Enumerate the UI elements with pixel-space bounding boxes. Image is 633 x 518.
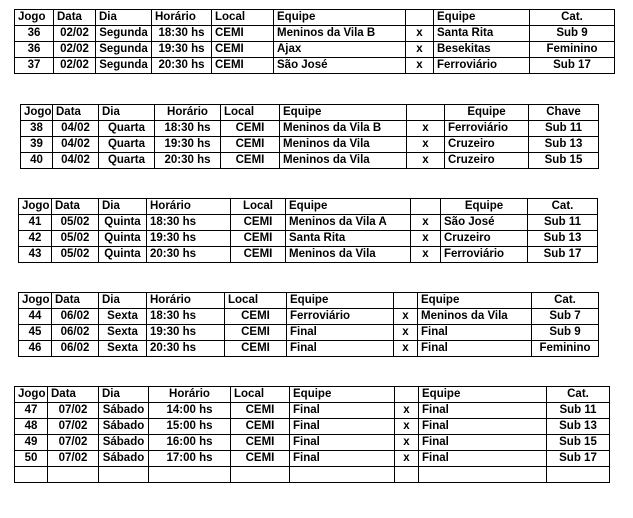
cell-equipe-home: Ferroviário [287, 309, 394, 325]
header-local: Local [231, 387, 290, 403]
table-row [19, 231, 598, 247]
cell-versus: x [395, 419, 419, 435]
header-equipe-away: Equipe [434, 10, 530, 26]
cell-horario: 16:00 hs [149, 435, 231, 451]
cell-categoria: Sub 13 [528, 231, 598, 247]
cell-equipe-home: Santa Rita [286, 231, 411, 247]
cell-jogo: 46 [19, 341, 52, 357]
cell-data: 07/02 [48, 403, 99, 419]
cell-jogo: 39 [21, 137, 53, 153]
cell-versus: x [411, 215, 441, 231]
table-header-row [15, 387, 610, 403]
cell-chave: Sub 13 [529, 137, 599, 153]
cell-horario: 15:00 hs [149, 419, 231, 435]
cell-chave: Sub 15 [529, 153, 599, 169]
cell-jogo: 36 [15, 26, 54, 42]
cell-dia: Segunda [96, 58, 152, 74]
cell-local: CEMI [231, 231, 286, 247]
cell-local: CEMI [231, 403, 290, 419]
header-local: Local [231, 199, 286, 215]
cell-versus: x [407, 121, 445, 137]
cell-versus: x [411, 247, 441, 263]
cell-equipe-away: Final [419, 435, 547, 451]
cell-equipe-away: Ferroviário [445, 121, 529, 137]
cell-dia: Segunda [96, 42, 152, 58]
cell-data: 02/02 [54, 42, 96, 58]
cell-equipe-home: Final [290, 451, 395, 467]
table-row [15, 435, 610, 451]
header-jogo: Jogo [21, 105, 53, 121]
header-equipe-home: Equipe [290, 387, 395, 403]
cell-dia: Quinta [99, 231, 147, 247]
cell-equipe-home: São José [274, 58, 406, 74]
cell-data: 06/02 [52, 341, 99, 357]
cell-horario: 20:30 hs [155, 153, 221, 169]
cell-jogo: 36 [15, 42, 54, 58]
table-row [15, 451, 610, 467]
schedule-table-4 [18, 292, 599, 357]
cell-local: CEMI [212, 26, 274, 42]
cell-data: 05/02 [52, 247, 99, 263]
table-row [15, 403, 610, 419]
cell-categoria: Sub 17 [528, 247, 598, 263]
cell-horario: 19:30 hs [147, 231, 231, 247]
cell-equipe-home: Final [290, 419, 395, 435]
header-jogo: Jogo [15, 10, 54, 26]
cell-equipe-away: Meninos da Vila [418, 309, 532, 325]
cell-categoria: Sub 17 [547, 451, 610, 467]
header-horario: Horário [147, 199, 231, 215]
header-equipe-home: Equipe [280, 105, 407, 121]
header-categoria: Cat. [530, 10, 615, 26]
cell-versus: x [394, 309, 418, 325]
header-equipe-home: Equipe [286, 199, 411, 215]
cell-local: CEMI [231, 435, 290, 451]
cell-jogo: 38 [21, 121, 53, 137]
cell-data: 02/02 [54, 26, 96, 42]
table-row [15, 58, 615, 74]
cell-horario: 20:30 hs [147, 247, 231, 263]
header-horario: Horário [147, 293, 225, 309]
header-chave: Chave [529, 105, 599, 121]
cell-local: CEMI [221, 137, 280, 153]
cell-dia: Quarta [99, 153, 155, 169]
cell-equipe-home: Final [290, 403, 395, 419]
cell-equipe-home: Final [290, 435, 395, 451]
cell-data: 05/02 [52, 215, 99, 231]
cell-equipe-home: Ajax [274, 42, 406, 58]
cell-jogo: 40 [21, 153, 53, 169]
header-data: Data [52, 293, 99, 309]
cell-local: CEMI [231, 247, 286, 263]
header-horario: Horário [155, 105, 221, 121]
cell-equipe-away: Final [418, 325, 532, 341]
header-jogo: Jogo [19, 199, 52, 215]
header-dia: Dia [99, 387, 149, 403]
cell-versus: x [395, 435, 419, 451]
cell-jogo: 45 [19, 325, 52, 341]
cell-dia: Sábado [99, 403, 149, 419]
table-row [19, 341, 599, 357]
cell-equipe-home: Meninos da Vila [280, 153, 407, 169]
header-data: Data [54, 10, 96, 26]
cell-equipe-away: Cruzeiro [445, 153, 529, 169]
header-equipe-away: Equipe [418, 293, 532, 309]
cell-categoria: Sub 9 [530, 26, 615, 42]
cell-jogo: 50 [15, 451, 48, 467]
cell-horario: 18:30 hs [147, 215, 231, 231]
cell-versus: x [395, 403, 419, 419]
cell-categoria: Sub 13 [547, 419, 610, 435]
header-equipe-away: Equipe [445, 105, 529, 121]
cell-jogo: 41 [19, 215, 52, 231]
cell-horario: 17:00 hs [149, 451, 231, 467]
cell-equipe-away: Final [419, 451, 547, 467]
header-versus [407, 105, 445, 121]
cell-categoria: Sub 7 [532, 309, 599, 325]
cell-data: 02/02 [54, 58, 96, 74]
cell-dia: Segunda [96, 26, 152, 42]
cell-data: 04/02 [53, 121, 99, 137]
cell-horario: 20:30 hs [147, 341, 225, 357]
cell-equipe-away: Ferroviário [441, 247, 528, 263]
cell-equipe-away: Santa Rita [434, 26, 530, 42]
cell-equipe-away: São José [441, 215, 528, 231]
cell-equipe-away: Cruzeiro [445, 137, 529, 153]
header-jogo: Jogo [15, 387, 48, 403]
header-dia: Dia [99, 293, 147, 309]
table-header-row [21, 105, 599, 121]
header-equipe-home: Equipe [287, 293, 394, 309]
cell-dia: Sábado [99, 419, 149, 435]
header-jogo: Jogo [19, 293, 52, 309]
cell-jogo: 43 [19, 247, 52, 263]
cell-horario: 19:30 hs [155, 137, 221, 153]
header-versus [411, 199, 441, 215]
cell-dia: Quarta [99, 121, 155, 137]
header-categoria: Cat. [532, 293, 599, 309]
cell-jogo: 48 [15, 419, 48, 435]
header-categoria: Cat. [547, 387, 610, 403]
schedule-table-5 [14, 386, 610, 483]
cell-versus: x [406, 58, 434, 74]
table-row [21, 153, 599, 169]
cell-jogo: 44 [19, 309, 52, 325]
header-equipe-away: Equipe [419, 387, 547, 403]
cell-local: CEMI [231, 419, 290, 435]
cell-equipe-away: Besekitas [434, 42, 530, 58]
cell-horario: 19:30 hs [147, 325, 225, 341]
cell-categoria: Sub 15 [547, 435, 610, 451]
cell-jogo: 42 [19, 231, 52, 247]
header-data: Data [48, 387, 99, 403]
table-row-empty [15, 467, 610, 483]
header-versus [406, 10, 434, 26]
cell-horario: 14:00 hs [149, 403, 231, 419]
cell-data: 05/02 [52, 231, 99, 247]
cell-equipe-home: Final [287, 341, 394, 357]
table-header-row [15, 10, 615, 26]
table-row [21, 137, 599, 153]
header-versus [395, 387, 419, 403]
cell-categoria: Sub 17 [530, 58, 615, 74]
header-local: Local [225, 293, 287, 309]
cell-jogo: 47 [15, 403, 48, 419]
header-horario: Horário [152, 10, 212, 26]
cell-horario: 18:30 hs [152, 26, 212, 42]
cell-versus: x [395, 451, 419, 467]
cell-equipe-away: Final [419, 419, 547, 435]
cell-versus: x [394, 325, 418, 341]
cell-dia: Quarta [99, 137, 155, 153]
cell-local: CEMI [225, 309, 287, 325]
cell-categoria: Sub 9 [532, 325, 599, 341]
cell-chave: Sub 11 [529, 121, 599, 137]
cell-local: CEMI [231, 215, 286, 231]
header-dia: Dia [99, 105, 155, 121]
cell-local: CEMI [225, 325, 287, 341]
cell-data: 04/02 [53, 137, 99, 153]
cell-dia: Sábado [99, 451, 149, 467]
header-dia: Dia [99, 199, 147, 215]
cell-jogo: 37 [15, 58, 54, 74]
cell-versus: x [407, 137, 445, 153]
cell-categoria: Sub 11 [528, 215, 598, 231]
schedule-table-3 [18, 198, 598, 263]
header-dia: Dia [96, 10, 152, 26]
header-data: Data [52, 199, 99, 215]
schedule-table-2 [20, 104, 599, 169]
header-local: Local [212, 10, 274, 26]
schedule-table-1 [14, 9, 615, 74]
cell-data: 07/02 [48, 451, 99, 467]
cell-local: CEMI [231, 451, 290, 467]
header-equipe-away: Equipe [441, 199, 528, 215]
cell-jogo: 49 [15, 435, 48, 451]
cell-equipe-home: Meninos da Vila [280, 137, 407, 153]
cell-dia: Quinta [99, 247, 147, 263]
cell-horario: 20:30 hs [152, 58, 212, 74]
table-header-row [19, 199, 598, 215]
cell-dia: Quinta [99, 215, 147, 231]
cell-dia: Sexta [99, 309, 147, 325]
cell-local: CEMI [212, 42, 274, 58]
cell-categoria: Feminino [532, 341, 599, 357]
cell-equipe-home: Final [287, 325, 394, 341]
cell-dia: Sábado [99, 435, 149, 451]
cell-dia: Sexta [99, 341, 147, 357]
cell-equipe-home: Meninos da Vila A [286, 215, 411, 231]
cell-data: 06/02 [52, 325, 99, 341]
cell-versus: x [406, 26, 434, 42]
cell-equipe-away: Final [419, 403, 547, 419]
header-equipe-home: Equipe [274, 10, 406, 26]
table-row [15, 26, 615, 42]
cell-local: CEMI [212, 58, 274, 74]
header-categoria: Cat. [528, 199, 598, 215]
header-local: Local [221, 105, 280, 121]
table-row [19, 309, 599, 325]
table-row [19, 215, 598, 231]
cell-data: 04/02 [53, 153, 99, 169]
header-versus [394, 293, 418, 309]
cell-versus: x [411, 231, 441, 247]
cell-horario: 18:30 hs [147, 309, 225, 325]
cell-equipe-away: Final [418, 341, 532, 357]
cell-equipe-home: Meninos da Vila B [280, 121, 407, 137]
table-row [19, 247, 598, 263]
cell-local: CEMI [221, 121, 280, 137]
cell-versus: x [407, 153, 445, 169]
cell-equipe-away: Ferroviário [434, 58, 530, 74]
header-horario: Horário [149, 387, 231, 403]
cell-versus: x [394, 341, 418, 357]
cell-local: CEMI [225, 341, 287, 357]
cell-local: CEMI [221, 153, 280, 169]
cell-equipe-home: Meninos da Vila [286, 247, 411, 263]
table-header-row [19, 293, 599, 309]
cell-categoria: Sub 11 [547, 403, 610, 419]
cell-equipe-away: Cruzeiro [441, 231, 528, 247]
table-row [21, 121, 599, 137]
cell-data: 07/02 [48, 419, 99, 435]
table-row [15, 419, 610, 435]
header-data: Data [53, 105, 99, 121]
cell-categoria: Feminino [530, 42, 615, 58]
cell-data: 06/02 [52, 309, 99, 325]
cell-data: 07/02 [48, 435, 99, 451]
table-row [15, 42, 615, 58]
cell-dia: Sexta [99, 325, 147, 341]
cell-versus: x [406, 42, 434, 58]
cell-horario: 19:30 hs [152, 42, 212, 58]
cell-horario: 18:30 hs [155, 121, 221, 137]
cell-equipe-home: Meninos da Vila B [274, 26, 406, 42]
table-row [19, 325, 599, 341]
